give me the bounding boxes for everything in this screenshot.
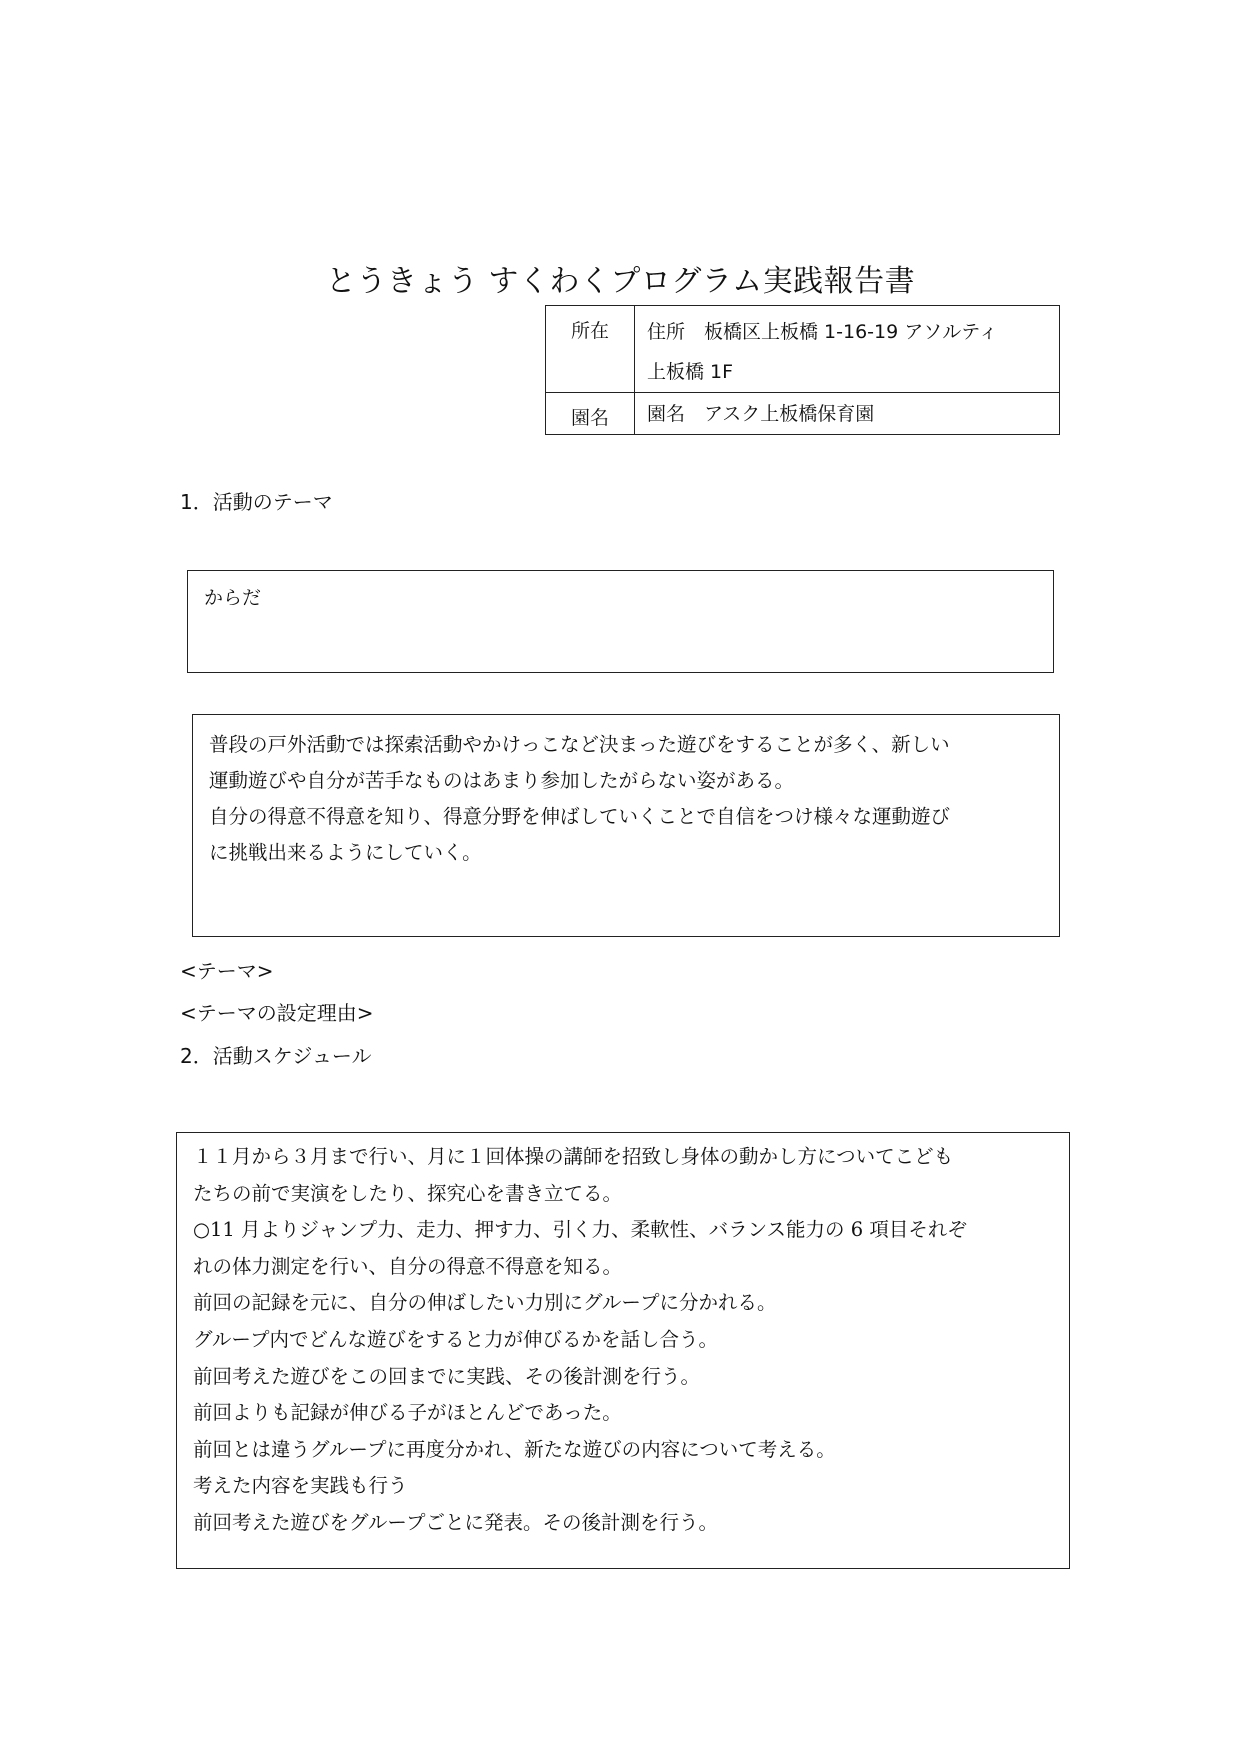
section-1-heading: 1．活動のテーマ bbox=[180, 490, 333, 514]
schedule-line: 前回考えた遊びをグループごとに発表。その後計測を行う。 bbox=[193, 1510, 718, 1534]
theme-caption: <テーマ> bbox=[180, 959, 274, 983]
reason-line: に挑戦出来るようにしていく。 bbox=[209, 841, 482, 864]
schedule-line: 前回とは違うグループに再度分かれ、新たな遊びの内容について考える。 bbox=[193, 1437, 836, 1461]
schedule-line: 考えた内容を実践も行う bbox=[193, 1474, 408, 1498]
nursery-name-row bbox=[546, 393, 1060, 435]
schedule-line: １１月から３月まで行い、月に１回体操の講師を招致し身体の動かし方についてこども bbox=[193, 1145, 954, 1168]
address-cell bbox=[635, 306, 1060, 393]
reason-line: 自分の得意不得意を知り、得意分野を伸ばしていくことで自信をつけ様々な運動遊び bbox=[209, 805, 951, 828]
nursery-name-value: 園名 アスク上板橋保育園 bbox=[635, 393, 1060, 435]
schedule-line: たちの前で実演をしたり、探究心を書き立てる。 bbox=[193, 1181, 623, 1205]
schedule-line: 前回考えた遊びをこの回までに実践、その後計測を行う。 bbox=[193, 1364, 701, 1388]
theme-reason-box bbox=[192, 714, 1060, 937]
address-line-2: 上板橋 1F bbox=[647, 361, 734, 383]
section-2-heading: 2．活動スケジュール bbox=[180, 1044, 372, 1068]
page-title: とうきょう すくわくプログラム実践報告書 bbox=[325, 264, 916, 299]
address-line-1: 住所 板橋区上板橋 1-16-19 アソルティ bbox=[647, 321, 998, 343]
schedule-line: グループ内でどんな遊びをすると力が伸びるかを話し合う。 bbox=[193, 1327, 718, 1351]
location-label: 所在 bbox=[546, 306, 635, 393]
schedule-line: 前回よりも記録が伸びる子がほとんどであった。 bbox=[193, 1401, 622, 1425]
reason-line: 普段の戸外活動では探索活動やかけっこなど決まった遊びをすることが多く、新しい bbox=[209, 733, 950, 756]
schedule-box bbox=[176, 1132, 1070, 1569]
location-row bbox=[546, 306, 1060, 393]
schedule-line: ○11 月よりジャンプ力、走力、押す力、引く力、柔軟性、バランス能力の 6 項目それぞ bbox=[193, 1218, 967, 1242]
schedule-line: れの体力測定を行い、自分の得意不得意を知る。 bbox=[193, 1254, 623, 1278]
info-table bbox=[545, 305, 1060, 435]
theme-reason-caption: <テーマの設定理由> bbox=[180, 1001, 374, 1025]
reason-line: 運動遊びや自分が苦手なものはあまり参加したがらない姿がある。 bbox=[209, 769, 795, 792]
nursery-name-label: 園名 bbox=[546, 393, 635, 435]
theme-text: からだ bbox=[204, 587, 262, 609]
theme-box bbox=[187, 570, 1054, 673]
schedule-line: 前回の記録を元に、自分の伸ばしたい力別にグループに分かれる。 bbox=[193, 1291, 777, 1315]
